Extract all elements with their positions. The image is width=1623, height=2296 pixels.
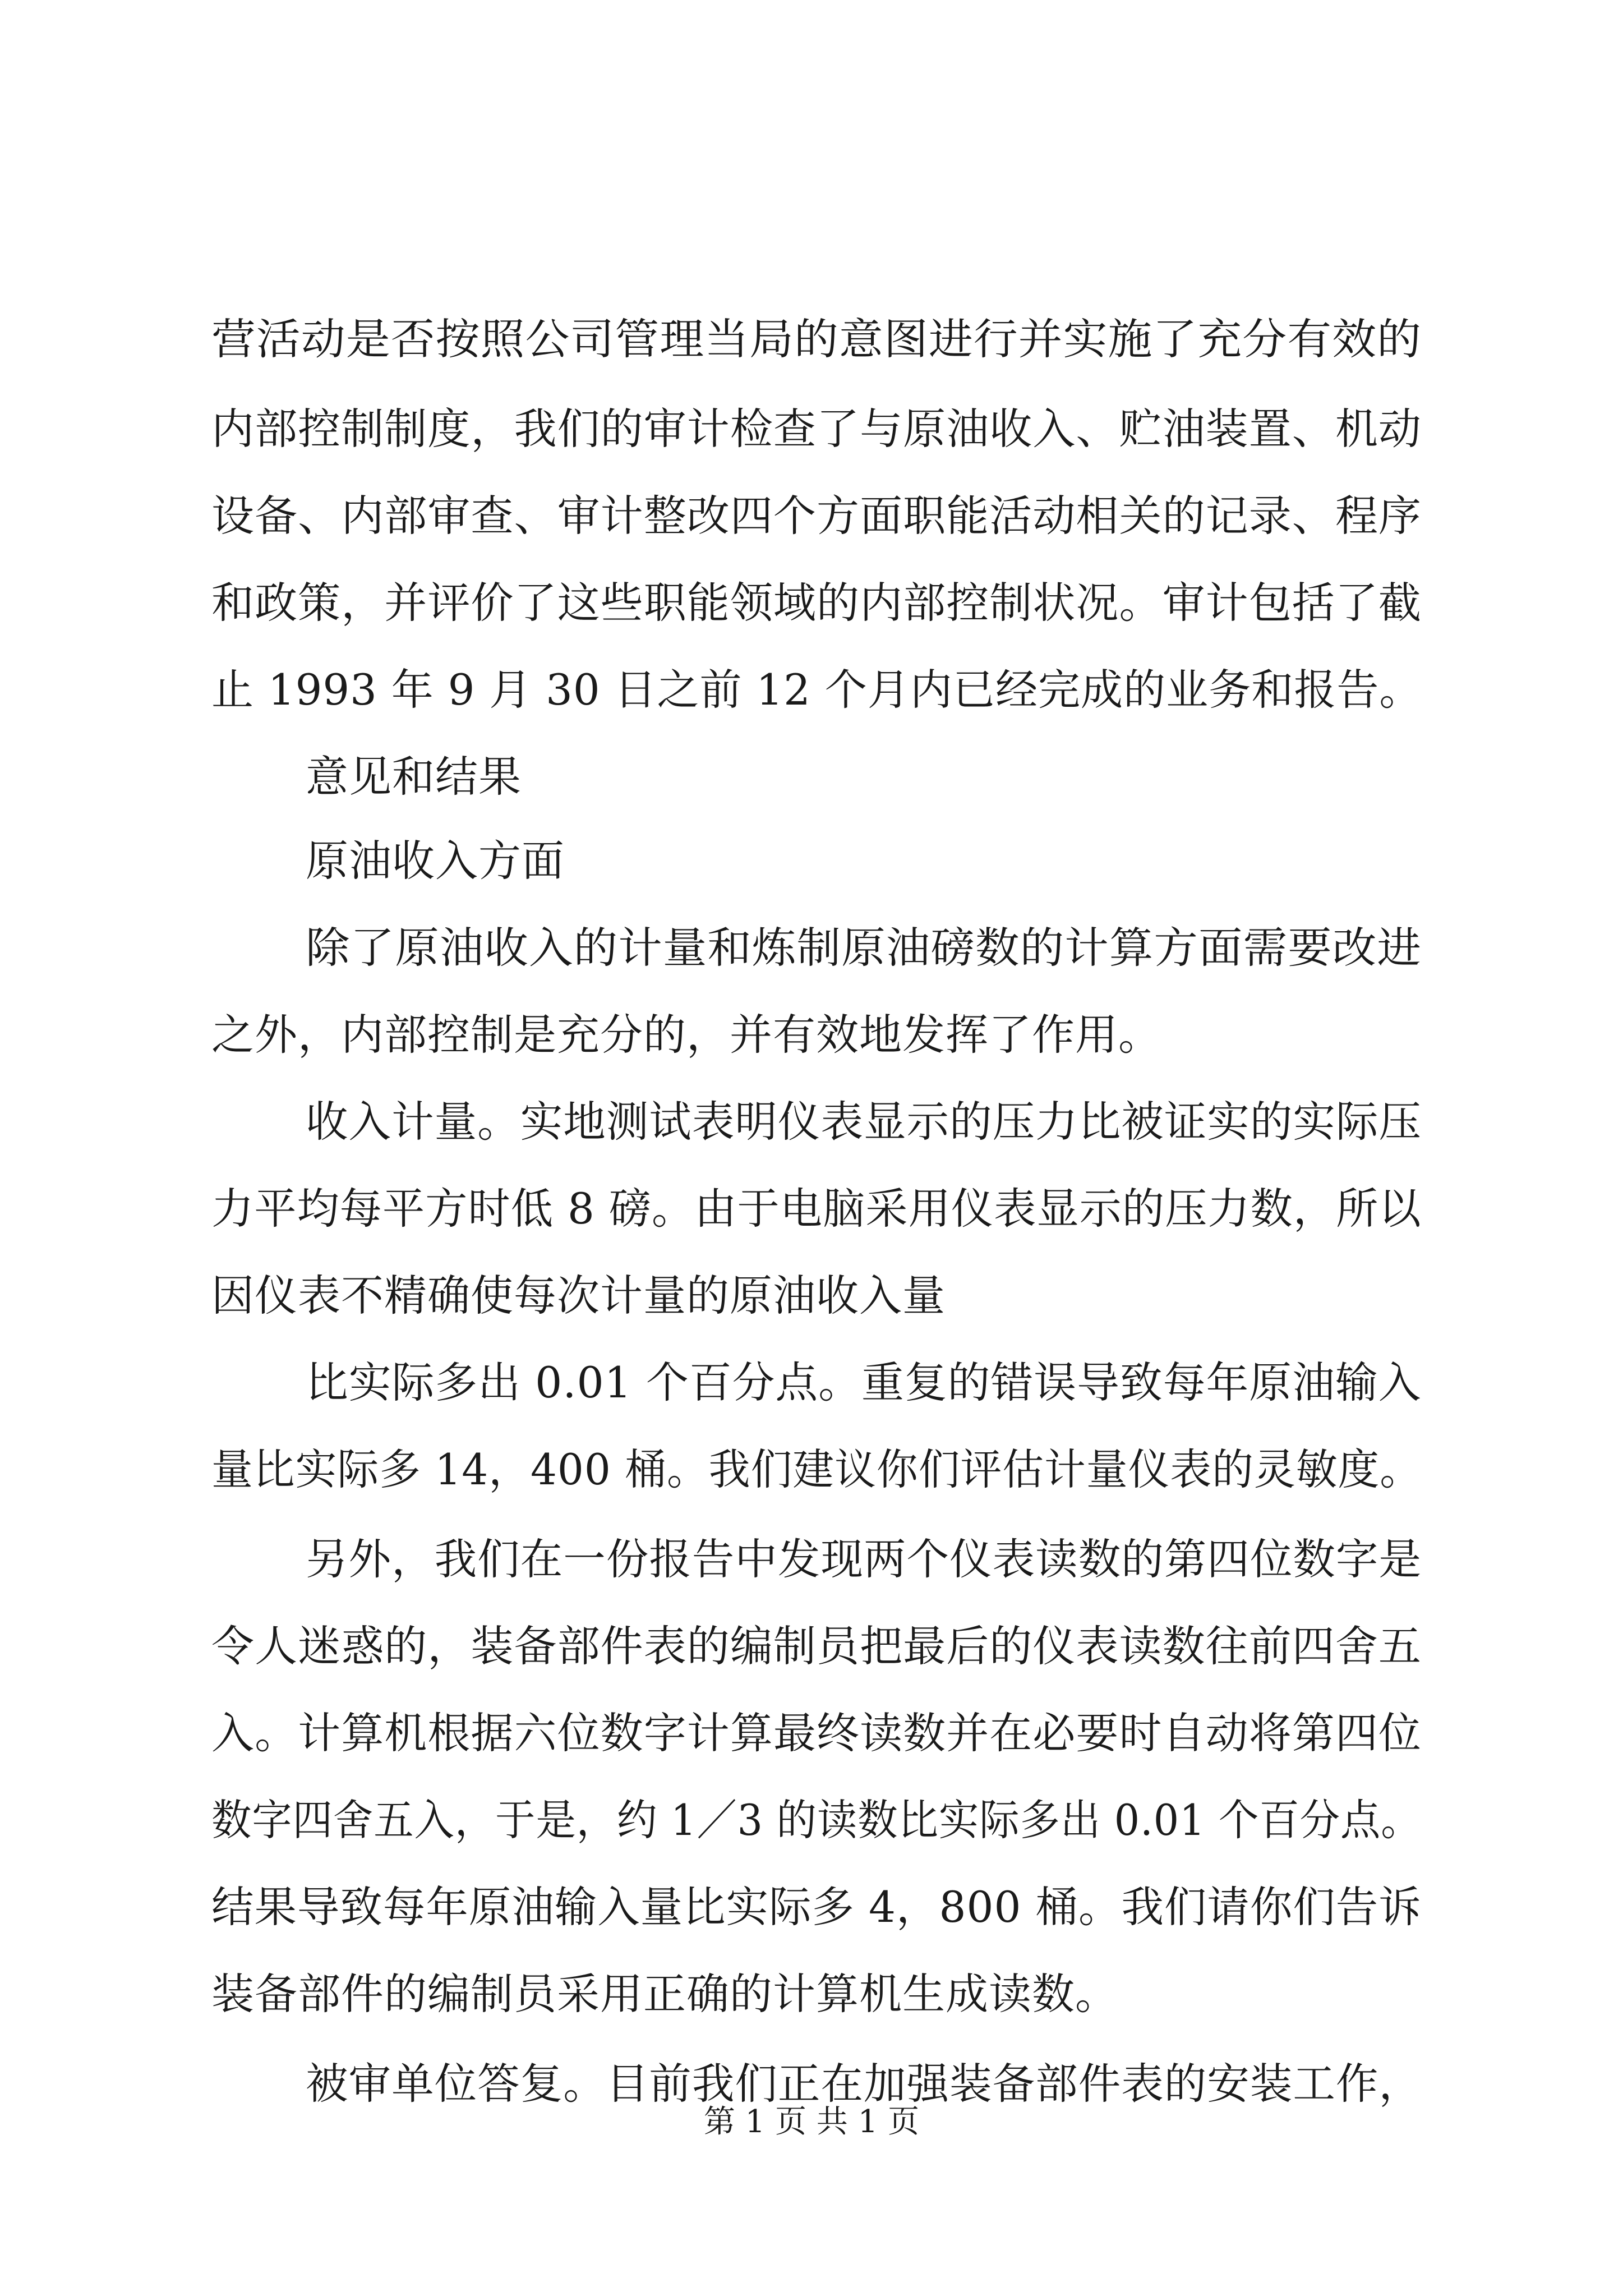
text-line: 营活动是否按照公司管理当局的意图进行并实施了充分有效的 (211, 314, 1422, 364)
text-line: 另外，我们在一份报告中发现两个仪表读数的第四位数字是 (306, 1534, 1422, 1584)
text-line: 装备部件的编制员采用正确的计算机生成读数。 (211, 1969, 1118, 2019)
text-line: 原油收入方面 (306, 836, 565, 886)
text-line: 结果导致每年原油输入量比实际多 4，800 桶。我们请你们告诉 (211, 1882, 1422, 1932)
text-line: 意见和结果 (306, 752, 522, 802)
text-line: 入。计算机根据六位数字计算最终读数并在必要时自动将第四位 (211, 1708, 1422, 1758)
text-line: 因仪表不精确使每次计量的原油收入量 (211, 1271, 946, 1320)
text-line: 力平均每平方时低 8 磅。由于电脑采用仪表显示的压力数，所以 (211, 1184, 1422, 1234)
text-line: 数字四舍五入，于是，约 1／3 的读数比实际多出 0.01 个百分点。 (211, 1795, 1422, 1845)
text-line: 被审单位答复。目前我们正在加强装备部件表的安装工作， (306, 2059, 1422, 2109)
page-footer: 第 1 页 共 1 页 (703, 2104, 920, 2140)
text-line: 令人迷惑的，装备部件表的编制员把最后的仪表读数往前四舍五 (211, 1621, 1422, 1671)
text-line: 止 1993 年 9 月 30 日之前 12 个月内已经完成的业务和报告。 (211, 665, 1422, 715)
text-line: 之外，内部控制是充分的，并有效地发挥了作用。 (211, 1010, 1161, 1060)
text-line: 设备、内部审查、审计整改四个方面职能活动相关的记录、程序 (211, 491, 1422, 541)
text-line: 除了原油收入的计量和炼制原油磅数的计算方面需要改进 (306, 923, 1422, 973)
text-line: 比实际多出 0.01 个百分点。重复的错误导致每年原油输入 (306, 1358, 1422, 1407)
text-line: 和政策，并评价了这些职能领域的内部控制状况。审计包括了截 (211, 578, 1422, 628)
text-line: 收入计量。实地测试表明仪表显示的压力比被证实的实际压 (306, 1097, 1422, 1147)
text-line: 量比实际多 14，400 桶。我们建议你们评估计量仪表的灵敏度。 (211, 1444, 1422, 1494)
text-line: 内部控制制度，我们的审计检查了与原油收入、贮油装置、机动 (211, 404, 1422, 454)
